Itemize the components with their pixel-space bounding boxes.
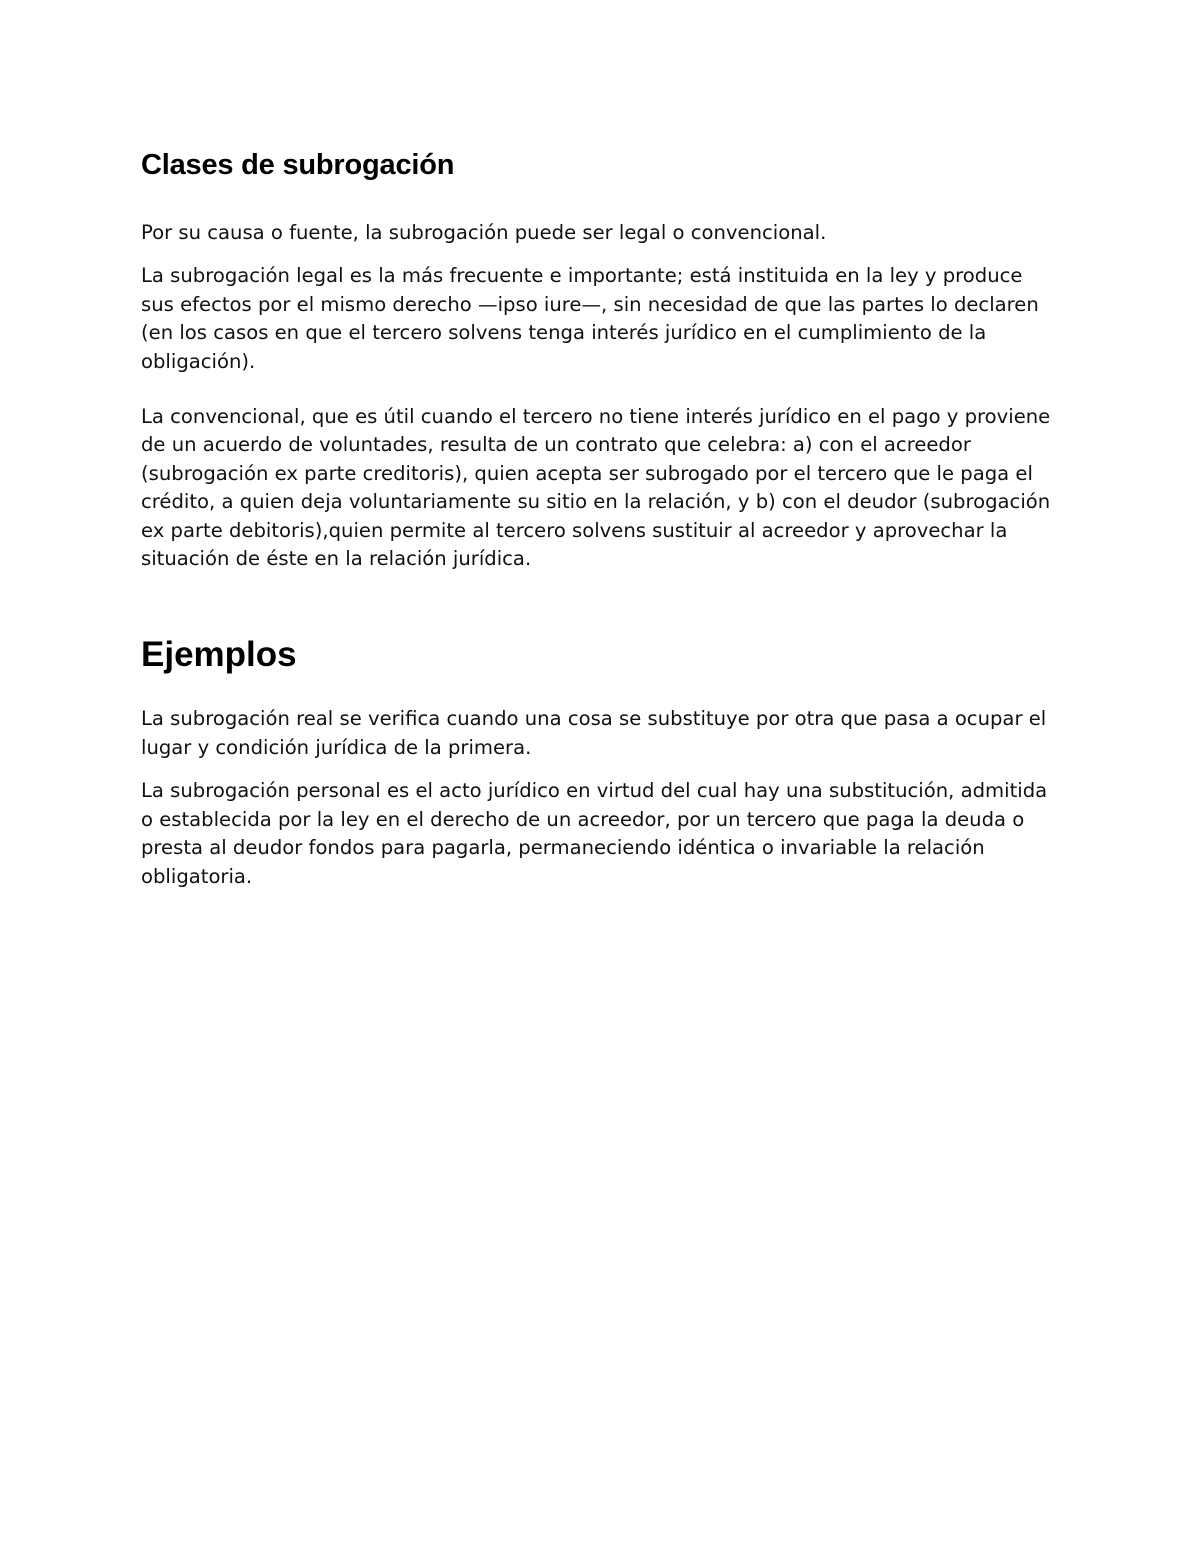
paragraph-fuente: Por su causa o fuente, la subrogación puede ser legal o convencional. bbox=[141, 221, 827, 244]
section-heading-ejemplos: Ejemplos bbox=[141, 635, 297, 675]
document-page bbox=[141, 140, 1061, 891]
paragraph-subrogacion-personal: La subrogación personal es el acto jurídico en virtud del cual hay una substitución, admitida o establecida por la ley en el derecho de un acreedor, por un tercero que paga la deuda o presta al deudor fondos para pagarla, permaneciendo idéntica o invariable la relación obligatoria. bbox=[141, 779, 1048, 888]
paragraph-subrogacion-legal: La subrogación legal es la más frecuente e importante; está instituida en la ley y produce sus efectos por el mismo derecho —ipso iure—, sin necesidad de que las partes lo declaren (en los casos en que el tercero solvens tenga interés jurídico en el cumplimiento de la obligación). bbox=[141, 264, 1039, 373]
paragraph-subrogacion-convencional: La convencional, que es útil cuando el tercero no tiene interés jurídico en el pago y proviene de un acuerdo de voluntades, resulta de un contrato que celebra: a) con el acreedor (subrogación ex parte creditoris), quien acepta ser subrogado por el tercero que le paga el crédito, a quien deja voluntariamente su sitio en la relación, y b) con el deudor (subrogación ex parte debitoris),quien permite al tercero solvens sustituir al acreedor y aprovechar la situación de éste en la relación jurídica. bbox=[141, 405, 1051, 571]
paragraph-subrogacion-real: La subrogación real se verifica cuando una cosa se substituye por otra que pasa a ocupar el lugar y condición jurídica de la primera. bbox=[141, 707, 1047, 759]
section-heading-clases: Clases de subrogación bbox=[141, 149, 455, 181]
